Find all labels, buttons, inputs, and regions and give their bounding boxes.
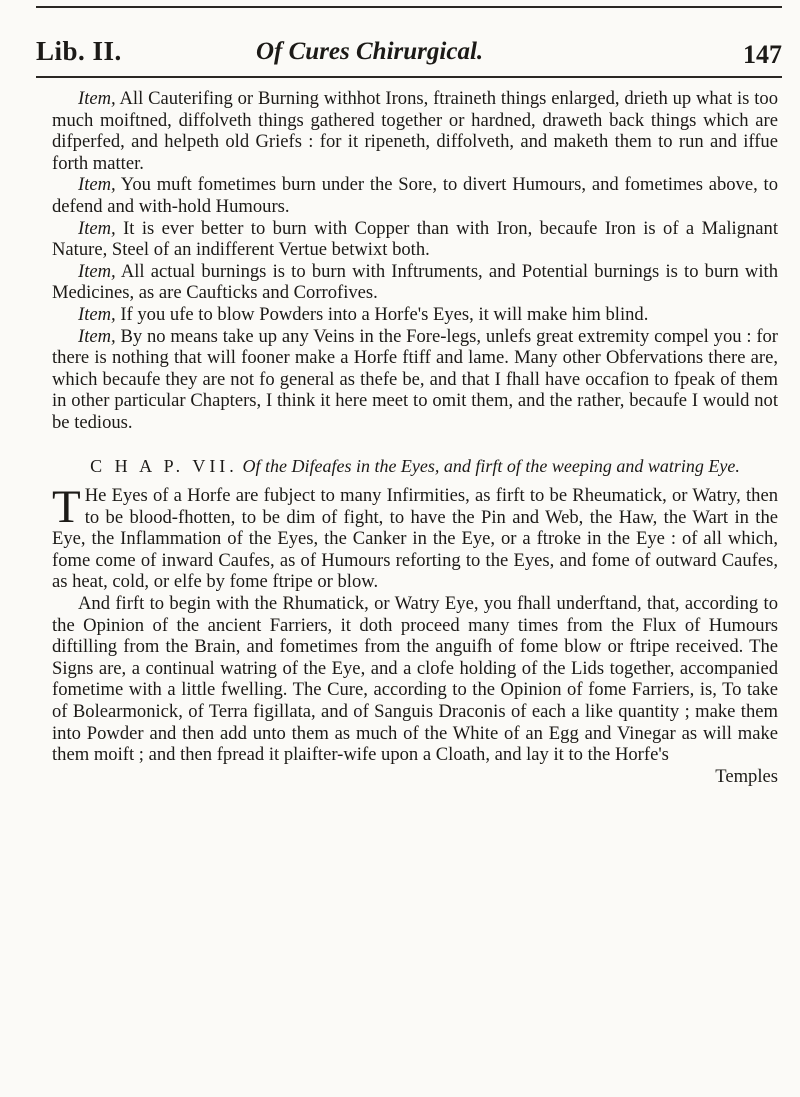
- paragraph: Item, If you ufe to blow Powders into a Horfe's Eyes, it will make him blind.: [78, 303, 649, 325]
- drop-cap: T: [52, 481, 81, 534]
- chapter-number: C H A P. VII.: [90, 455, 238, 476]
- paragraph: Item, All Cauterifing or Burning withhot Irons, ftraineth things enlarged, drieth up what is too much moiftned, diffolveth things gathered together or hardned, draweth back things which are difperfed, and helpeth old Griefs : for it ripeneth, diffolveth, and maketh them to run and iffue forth matter.: [52, 88, 778, 174]
- paragraph: Item, By no means take up any Veins in the Fore-legs, unlefs great extremity compel you : for there is nothing that will fooner make a Horfe ftiff and lame. Many other Obfervations there are, which becaufe they are not fo general as thefe be, and that I fhall have occafion to fpeak of them in other particular Chapters, I think it here meet to omit them, and the rather, becaufe I would not be tedious.: [52, 325, 778, 433]
- paragraph: Item, All actual burnings is to burn with Inftruments, and Potential burnings is to burn with Medicines, as are Caufticks and Corrofives.: [52, 260, 778, 304]
- running-header: [36, 36, 782, 76]
- page-body: [52, 88, 778, 787]
- chapter-heading: [52, 456, 778, 478]
- book-number: Lib. II.: [36, 36, 122, 66]
- top-border: [36, 6, 782, 8]
- paragraph: Item, You muft fometimes burn under the Sore, to divert Humours, and fometimes above, to defend and with-hold Humours.: [52, 174, 778, 217]
- catchword: Temples: [715, 765, 778, 787]
- page-number: 147: [743, 40, 782, 69]
- chapter-title: Of the Difeafes in the Eyes, and firft of the weeping and watring Eye.: [242, 455, 740, 476]
- header-rule: [36, 76, 782, 78]
- paragraph: And firft to begin with the Rhumatick, or Watry Eye, you fhall underftand, that, according to the Opinion of the ancient Farriers, it doth proceed many times from the Flux of Humours diftilling from the Brain, and fometimes from the anguifh of fome blow or ftripe received. The Signs are, a continual watring of the Eye, and a clofe holding of the Lids together, accompanied fometime with a little fwelling. The Cure, according to the Opinion of fome Farriers, is, To take of Bolearmonick, of Terra figillata, and of Sanguis Draconis of each a like quantity ; make them into Powder and then add unto them as much of the White of an Egg and Vinegar as will make them moift ; and then fpread it plaifter-wife upon a Cloath, and lay it to the Horfe's: [52, 593, 778, 766]
- paragraph: Item, It is ever better to burn with Copper than with Iron, becaufe Iron is of a Malignant Nature, Steel of an indifferent Vertue betwixt both.: [52, 217, 778, 261]
- paragraph: T He Eyes of a Horfe are fubject to many Infirmities, as firft to be Rheumatick, or Watry, then to be blood-fhotten, to be dim of fight, to have the Pin and Web, the Haw, the Wart in the Eye, the Inflammation of the Eyes, the Canker in the Eye, or a ftroke in the Eye : of all which, fome come of inward Caufes, as of Humours reforting to the Eyes, and fome of outward Caufes, as heat, cold, or elfe by fome ftripe or blow.: [52, 481, 778, 593]
- book-page: [36, 0, 782, 1097]
- running-title: Of Cures Chirurgical.: [256, 38, 484, 65]
